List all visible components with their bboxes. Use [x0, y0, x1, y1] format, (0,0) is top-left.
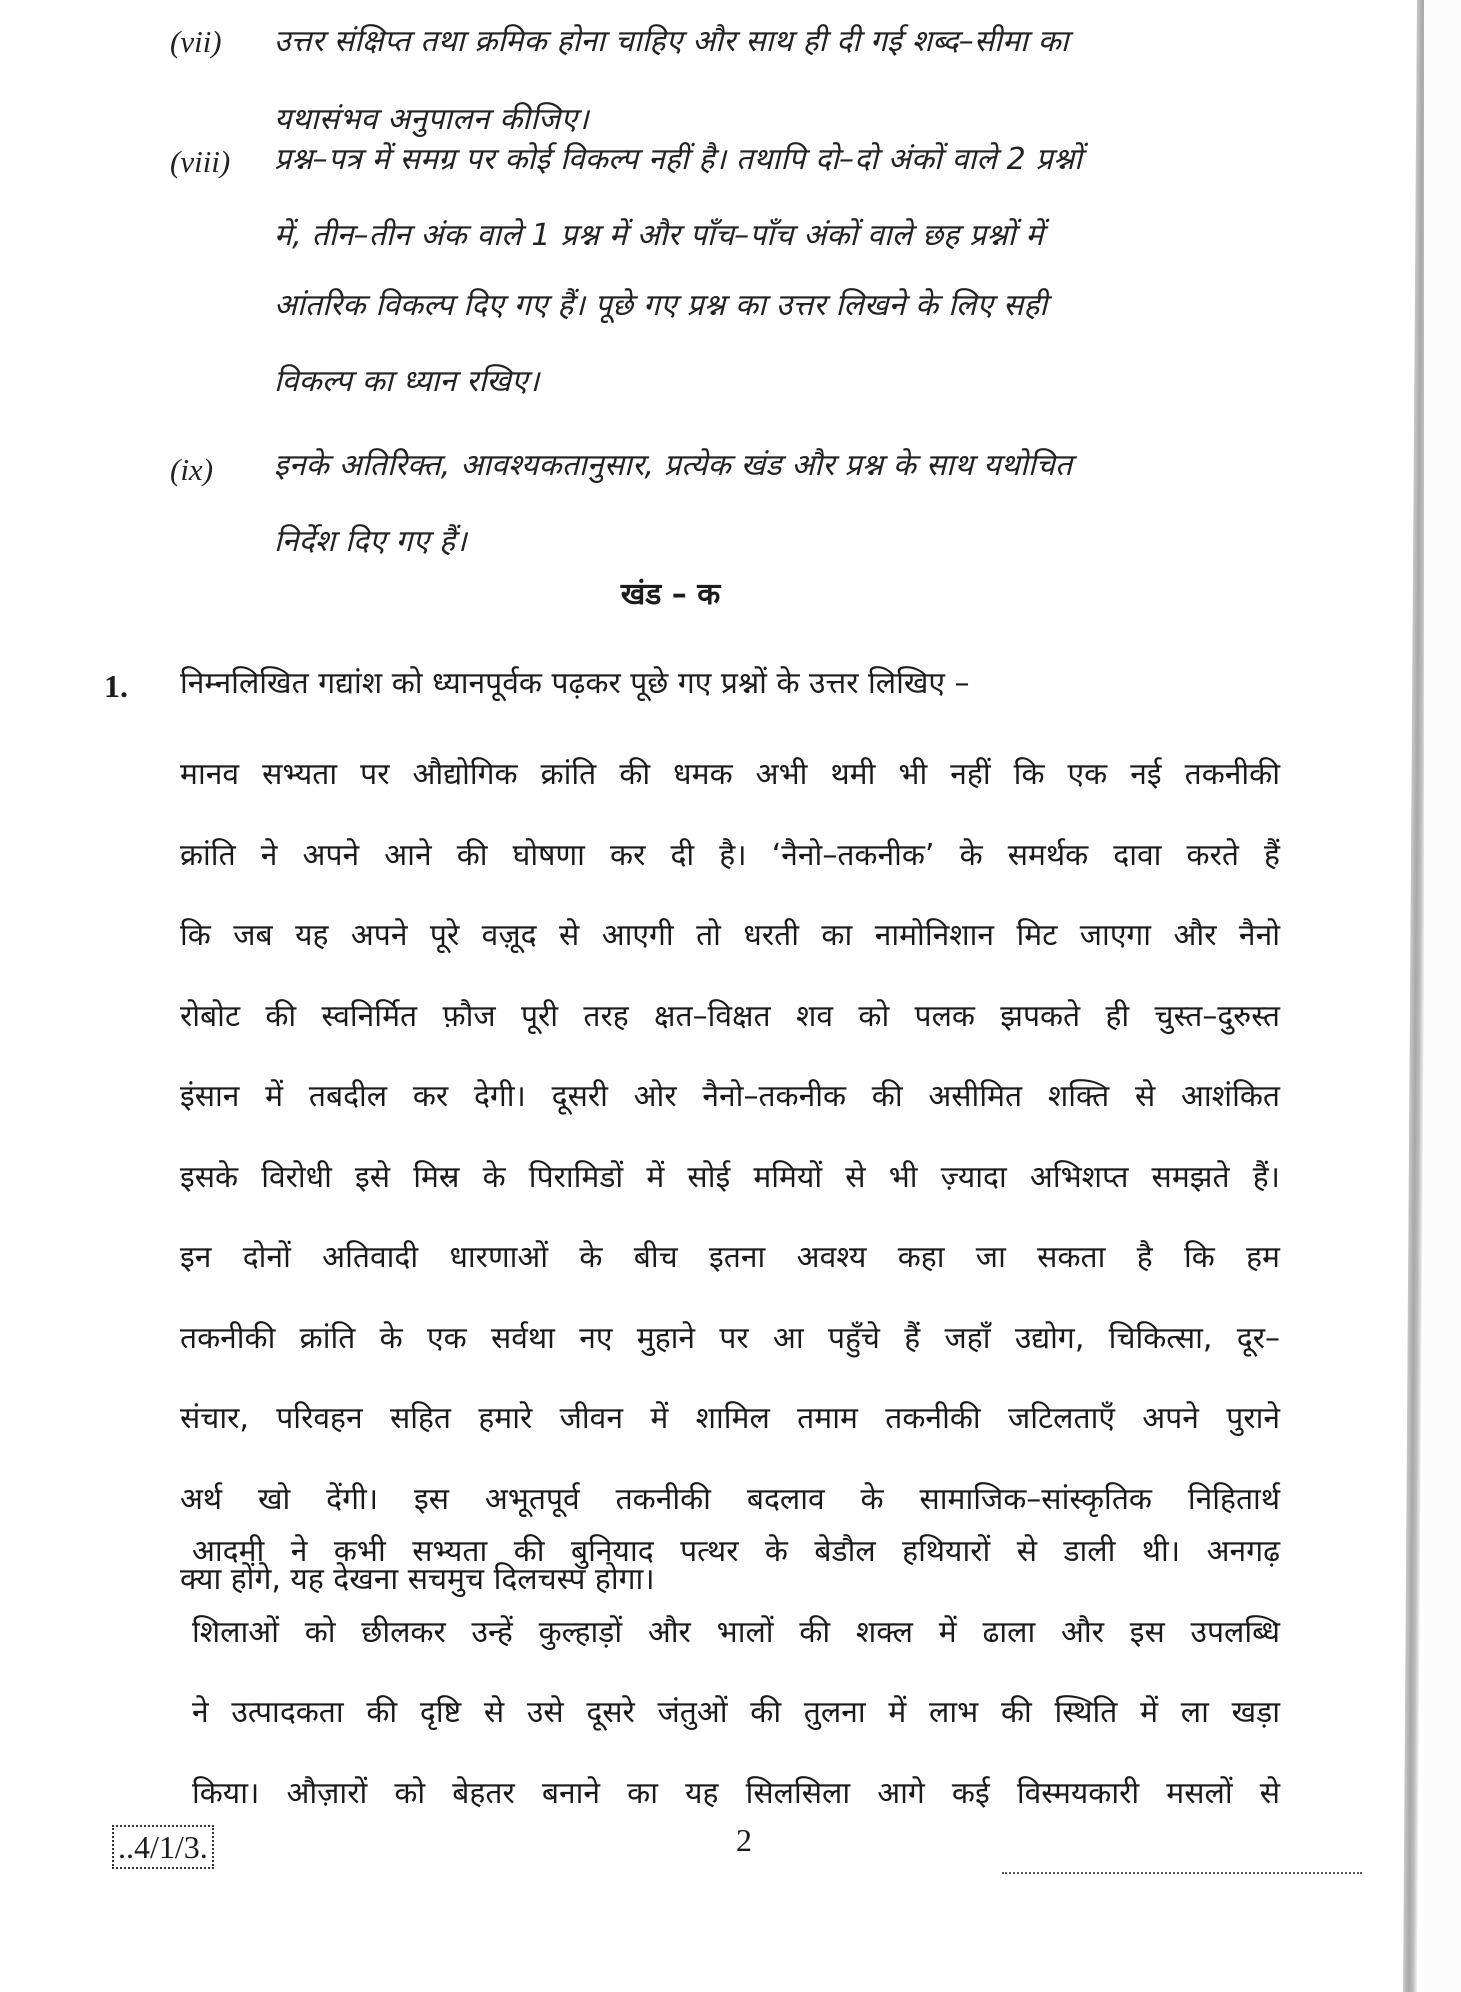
passage-line: ने उत्पादकता की दृष्टि से उसे दूसरे जंतुओं की तुलना में लाभ की स्थिति में ला खड़ा: [192, 1695, 1280, 1730]
passage-line: अर्थ खो देंगी। इस अभूतपूर्व तकनीकी बदलाव के सामाजिक–सांस्कृतिक निहितार्थ: [180, 1481, 1280, 1517]
instruction-line: आंतरिक विकल्प दिए गए हैं। पूछे गए प्रश्न का उत्तर लिखने के लिए सही: [274, 288, 1048, 323]
instruction-line: में, तीन–तीन अंक वाले 1 प्रश्न में और पाँच–पाँच अंकों वाले छह प्रश्नों में: [274, 218, 1044, 253]
passage-line: रोबोट की स्वनिर्मित फ़ौज पूरी तरह क्षत–विक्षत शव को पलक झपकते ही चुस्त–दुरुस्त: [180, 998, 1280, 1034]
section-heading: [0, 572, 1461, 613]
passage-line: शिलाओं को छीलकर उन्हें कुल्हाड़ों और भालों की शक्ल में ढाला और इस उपलब्धि: [192, 1614, 1280, 1650]
passage-line: आदमी ने कभी सभ्यता की बुनियाद पत्थर के बेडौल हथियारों से डाली थी। अनगढ़: [192, 1534, 1280, 1569]
passage-line: इसके विरोधी इसे मिस्र के पिरामिडों में सोई ममियों से भी ज़्यादा अभिशप्त समझते हैं।: [180, 1159, 1280, 1195]
instruction-number: (ix): [170, 452, 214, 487]
passage-line: क्या होंगे, यह देखना सचमुच दिलचस्प होगा।: [180, 1562, 655, 1597]
passage-line: किया। औज़ारों को बेहतर बनाने का यह सिलसिला आगे कई विस्मयकारी मसलों से: [192, 1775, 1280, 1811]
instruction-line: निर्देश दिए गए हैं।: [274, 524, 467, 559]
question-prompt: निम्नलिखित गद्यांश को ध्यानपूर्वक पढ़कर पूछे गए प्रश्नों के उत्तर लिखिए –: [180, 666, 970, 701]
section-heading-text: खंड – क: [620, 577, 721, 612]
passage-line: क्रांति ने अपने आने की घोषणा कर दी है। ‘नैनो–तकनीक’ के समर्थक दावा करते हैं: [180, 837, 1280, 873]
instruction-number: (viii): [170, 144, 231, 179]
instruction-line: प्रश्न–पत्र में समग्र पर कोई विकल्प नहीं है। तथापि दो–दो अंकों वाले 2 प्रश्नों: [274, 142, 1083, 177]
footer-divider: [1002, 1872, 1362, 1874]
instruction-line: इनके अतिरिक्त, आवश्यकतानुसार, प्रत्येक खंड और प्रश्न के साथ यथोचित: [274, 448, 1073, 483]
passage-line: इंसान में तबदील कर देगी। दूसरी ओर नैनो–तकनीक की असीमित शक्ति से आशंकित: [180, 1079, 1280, 1114]
passage-line: संचार, परिवहन सहित हमारे जीवन में शामिल तमाम तकनीकी जटिलताएँ अपने पुराने: [180, 1401, 1280, 1436]
passage-line: मानव सभ्यता पर औद्योगिक क्रांति की धमक अभी थमी भी नहीं कि एक नई तकनीकी: [180, 757, 1280, 792]
instruction-line: उत्तर संक्षिप्त तथा क्रमिक होना चाहिए और साथ ही दी गई शब्द–सीमा का: [274, 24, 1069, 59]
paper-code: ..4/1/3.: [112, 1825, 214, 1869]
page-margin: [1424, 0, 1461, 1992]
passage-paragraph-2: [192, 1512, 1280, 1834]
page-number: 2: [736, 1822, 752, 1858]
question-number: 1.: [104, 668, 128, 704]
passage-line: तकनीकी क्रांति के एक सर्वथा नए मुहाने पर आ पहुँचे हैं जहाँ उद्योग, चिकित्सा, दूर–: [180, 1320, 1280, 1356]
passage-line: कि जब यह अपने पूरे वज़ूद से आएगी तो धरती का नामोनिशान मिट जाएगा और नैनो: [180, 918, 1280, 953]
instruction-number: (vii): [170, 24, 222, 59]
passage-line: इन दोनों अतिवादी धारणाओं के बीच इतना अवश्य कहा जा सकता है कि हम: [180, 1240, 1280, 1275]
instruction-line: विकल्प का ध्यान रखिए।: [274, 364, 540, 399]
passage-paragraph-1: [180, 735, 1280, 1621]
instruction-line: यथासंभव अनुपालन कीजिए।: [274, 102, 589, 137]
